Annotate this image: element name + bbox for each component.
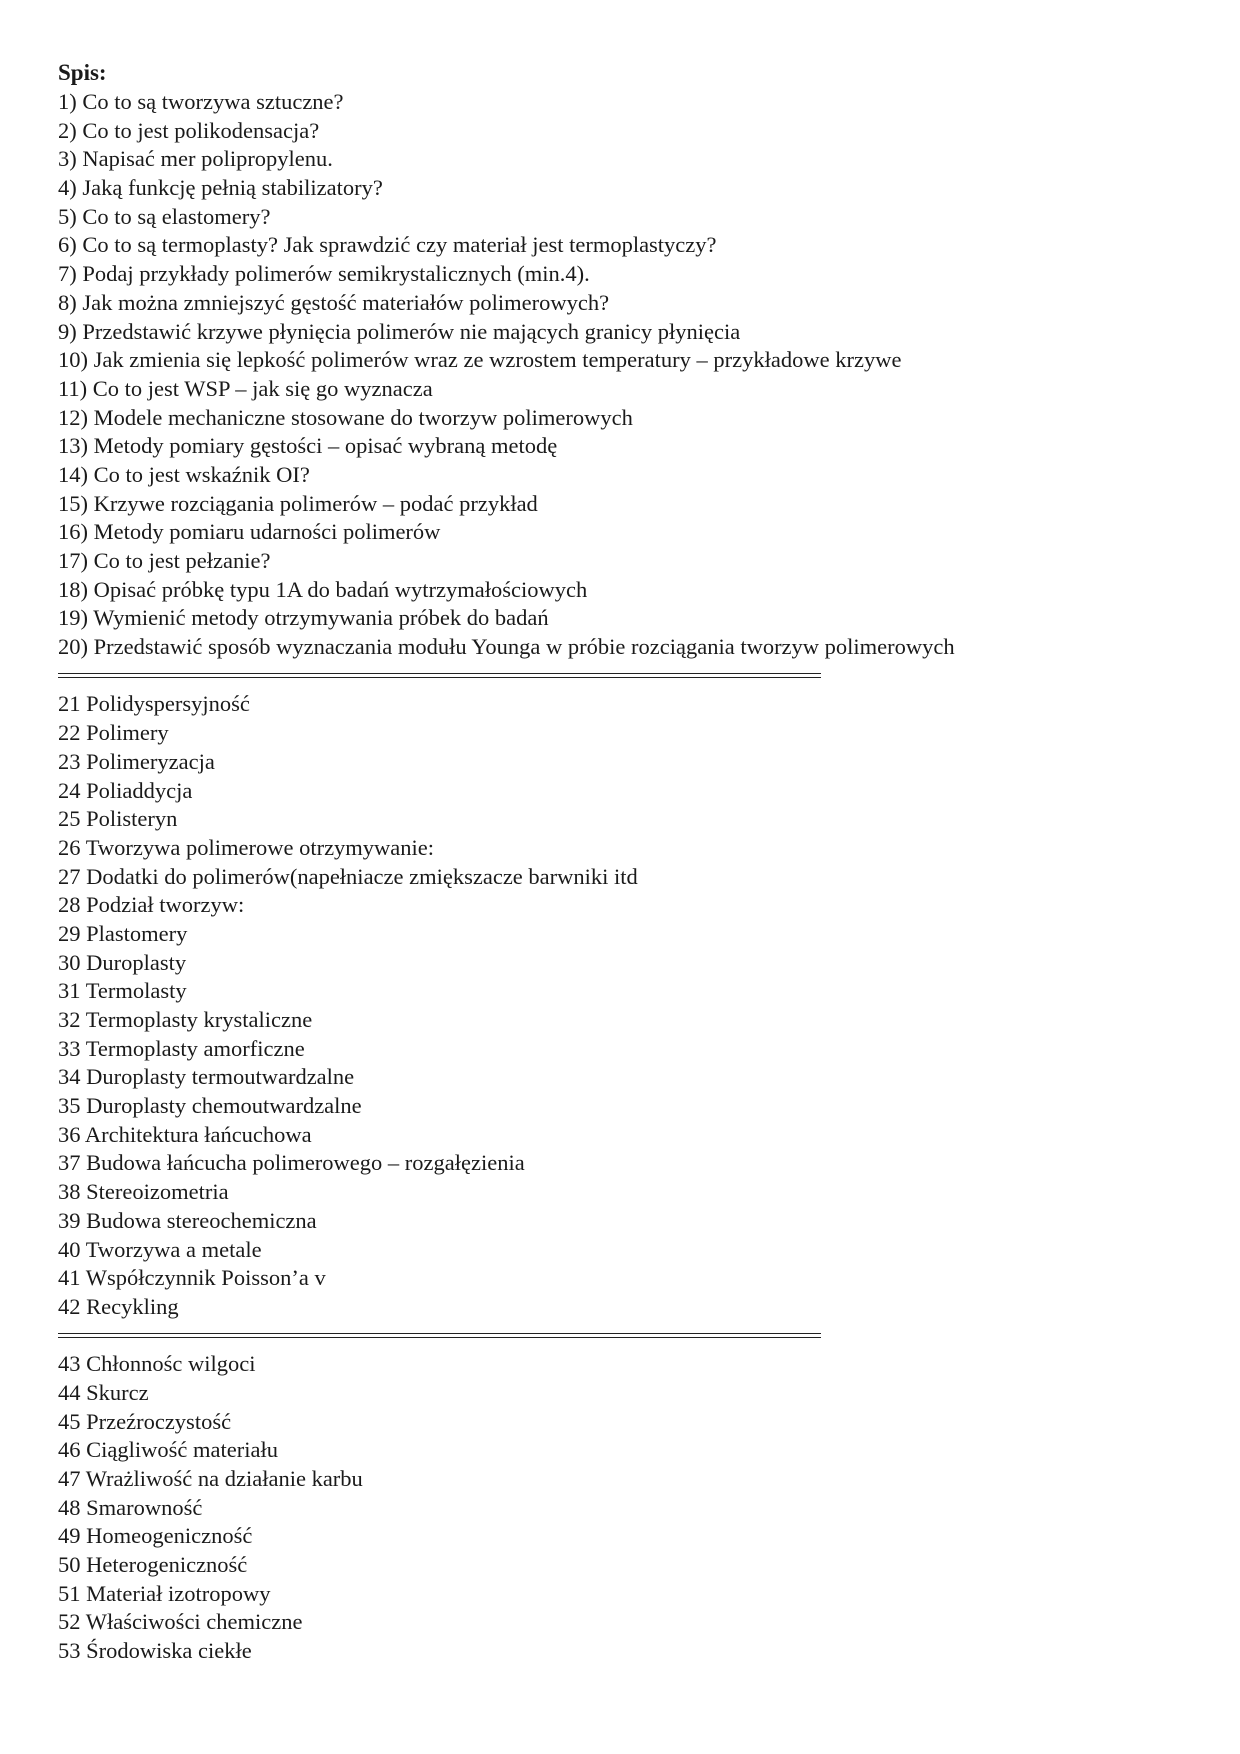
topic-item: 44 Skurcz: [58, 1379, 149, 1405]
question-item: 20) Przedstawić sposób wyznaczania modułu Younga w próbie rozciągania tworzyw polimerowych: [58, 634, 955, 660]
question-item: 7) Podaj przykłady polimerów semikrystalicznych (min.4).: [58, 261, 590, 287]
topic-item: 27 Dodatki do polimerów(napełniacze zmiększacze barwniki itd: [58, 863, 638, 889]
question-item: 4) Jaką funkcję pełnią stabilizatory?: [58, 175, 383, 201]
question-item: 5) Co to są elastomery?: [58, 203, 271, 229]
topic-item: 49 Homeogeniczność: [58, 1523, 253, 1549]
topic-item: 47 Wrażliwość na działanie karbu: [58, 1466, 363, 1491]
topic-item: 34 Duroplasty termoutwardzalne: [58, 1064, 355, 1090]
question-item: 2) Co to jest polikodensacja?: [58, 117, 320, 143]
topic-item: 28 Podział tworzyw:: [58, 892, 245, 918]
question-item: 14) Co to jest wskaźnik OI?: [58, 461, 310, 487]
question-item: 13) Metody pomiary gęstości – opisać wybraną metodę: [58, 433, 558, 459]
topic-item: 33 Termoplasty amorficzne: [58, 1035, 305, 1061]
double-line-separator: [58, 1322, 821, 1351]
list-heading: Spis:: [58, 60, 107, 85]
topic-item: 24 Poliaddycja: [58, 777, 193, 803]
topic-item: 42 Recykling: [58, 1293, 179, 1319]
topic-item: 29 Plastomery: [58, 920, 188, 946]
topic-item: 38 Stereoizometria: [58, 1179, 229, 1205]
topic-item: 37 Budowa łańcucha polimerowego – rozgałęzienia: [58, 1150, 525, 1176]
question-item: 12) Modele mechaniczne stosowane do tworzyw polimerowych: [58, 404, 633, 430]
question-item: 18) Opisać próbkę typu 1A do badań wytrzymałościowych: [58, 576, 588, 602]
topic-item: 32 Termoplasty krystaliczne: [58, 1007, 313, 1032]
topic-item: 35 Duroplasty chemoutwardzalne: [58, 1093, 362, 1119]
topic-item: 51 Materiał izotropowy: [58, 1580, 271, 1606]
topic-item: 41 Współczynnik Poisson’a v: [58, 1265, 326, 1291]
question-item: 8) Jak można zmniejszyć gęstość materiałów polimerowych?: [58, 289, 610, 315]
topic-item: 23 Polimeryzacja: [58, 748, 215, 774]
topic-item: 48 Smarowność: [58, 1494, 203, 1520]
topic-item: 46 Ciągliwość materiału: [58, 1437, 278, 1463]
question-item: 6) Co to są termoplasty? Jak sprawdzić czy materiał jest termoplastyczy?: [58, 232, 717, 258]
question-item: 1) Co to są tworzywa sztuczne?: [58, 89, 344, 114]
question-item: 17) Co to jest pełzanie?: [58, 548, 271, 573]
topic-item: 30 Duroplasty: [58, 949, 187, 975]
topic-item: 25 Polisteryn: [58, 806, 178, 832]
topic-list-b: [58, 1350, 1198, 1666]
topic-item: 50 Heterogeniczność: [58, 1552, 248, 1578]
topic-item: 21 Polidyspersyjność: [58, 691, 250, 717]
question-item: 3) Napisać mer polipropylenu.: [58, 146, 333, 172]
topic-item: 52 Właściwości chemiczne: [58, 1609, 303, 1635]
document-content: [58, 58, 1198, 1666]
question-item: 11) Co to jest WSP – jak się go wyznacza: [58, 375, 433, 401]
double-line-separator: [58, 662, 821, 691]
topic-item: 26 Tworzywa polimerowe otrzymywanie:: [58, 834, 435, 860]
topic-item: 40 Tworzywa a metale: [58, 1236, 262, 1262]
topic-item: 39 Budowa stereochemiczna: [58, 1207, 317, 1233]
topic-item: 43 Chłonnośc wilgoci: [58, 1351, 256, 1377]
topic-list-a: [58, 690, 1198, 1321]
topic-item: 31 Termolasty: [58, 978, 187, 1004]
question-item: 10) Jak zmienia się lepkość polimerów wraz ze wzrostem temperatury – przykładowe krzywe: [58, 347, 902, 373]
topic-item: 53 Środowiska ciekłe: [58, 1638, 252, 1664]
topic-item: 22 Polimery: [58, 720, 169, 746]
question-item: 16) Metody pomiaru udarności polimerów: [58, 519, 441, 545]
question-list: [58, 88, 1198, 662]
topic-item: 45 Przeźroczystość: [58, 1408, 232, 1434]
question-item: 9) Przedstawić krzywe płynięcia polimerów nie mających granicy płynięcia: [58, 318, 741, 344]
question-item: 15) Krzywe rozciągania polimerów – podać przykład: [58, 490, 538, 516]
topic-item: 36 Architektura łańcuchowa: [58, 1121, 312, 1147]
question-item: 19) Wymienić metody otrzymywania próbek do badań: [58, 605, 549, 631]
